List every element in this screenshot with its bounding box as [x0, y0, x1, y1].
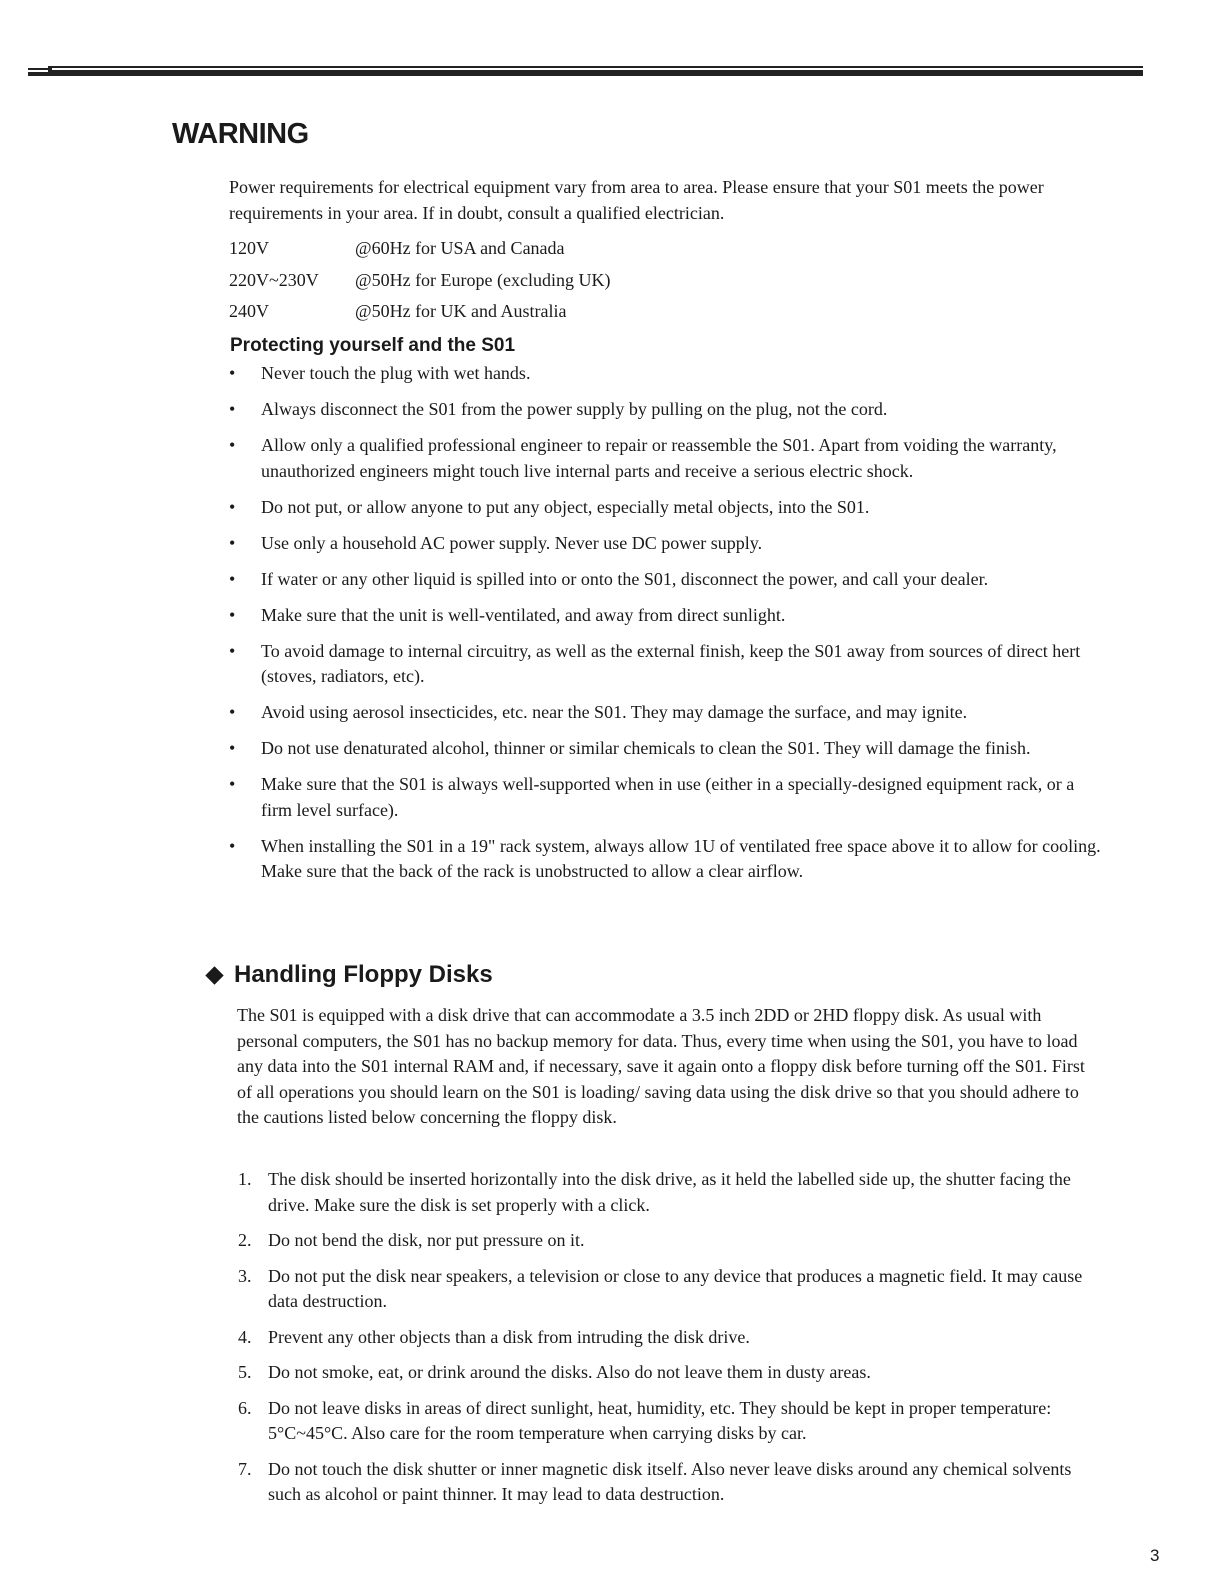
bullet-icon: •: [229, 640, 236, 661]
list-item-text: Do not touch the disk shutter or inner magnetic disk itself. Also never leave disks around any chemical solvents such as alcohol or paint thinner. It may lead to data destruction.: [268, 1458, 1072, 1504]
list-number: 4.: [238, 1326, 252, 1347]
list-item-text: Do not put, or allow anyone to put any object, especially metal objects, into the S01.: [261, 496, 870, 517]
bullet-icon: •: [229, 774, 236, 794]
list-number: 3.: [238, 1265, 252, 1286]
warning-intro: Power requirements for electrical equipment vary from area to area. Please ensure that your S01 meets the power requirements in your area. If in doubt, consult a qualified electrician.: [229, 177, 1044, 223]
bullet-icon: •: [229, 835, 236, 856]
list-item: [229, 834, 1101, 885]
list-item: [238, 1228, 1104, 1254]
list-item-text: Never touch the plug with wet hands.: [261, 363, 531, 383]
list-item: [229, 700, 1101, 726]
list-item: [229, 567, 1101, 593]
warning-title: WARNING: [172, 118, 309, 150]
list-item: [229, 603, 1101, 629]
floppy-intro: The S01 is equipped with a disk drive that can accommodate a 3.5 inch 2DD or 2HD floppy disk. As usual with personal computers, the S01 has no backup memory for data. Thus, every time when using the S01, you have to load any data into the S01 internal RAM and, if necessary, save it again onto a floppy disk before turning off the S01. First of all operations you should learn on the S01 is loading/ saving data using the disk drive so that you should adhere to the cautions listed below concerning the floppy disk.: [237, 1005, 1085, 1127]
list-item-text: Do not use denaturated alcohol, thinner or similar chemicals to clean the S01. They will damage the finish.: [261, 738, 1031, 758]
bullet-icon: •: [229, 363, 236, 383]
bullet-icon: •: [229, 532, 236, 553]
list-item-text: When installing the S01 in a 19" rack system, always allow 1U of ventilated free space above it to allow for cooling. Make sure that the back of the rack is unobstructed to allow a clear airflow.: [261, 835, 1101, 881]
list-item: [229, 531, 1101, 557]
power-spec: @60Hz for USA and Canada: [355, 238, 565, 258]
list-item-text: Use only a household AC power supply. Never use DC power supply.: [261, 532, 763, 553]
bullet-icon: •: [229, 496, 236, 517]
power-voltage: 120V: [229, 238, 269, 258]
bullet-icon: •: [229, 738, 236, 758]
floppy-list: [238, 1167, 1104, 1518]
bullet-icon: •: [229, 399, 236, 419]
diamond-icon: [205, 966, 223, 984]
power-row: [229, 268, 611, 300]
list-item: [238, 1264, 1104, 1315]
power-row: [229, 299, 611, 331]
list-item-text: Make sure that the unit is well-ventilated, and away from direct sunlight.: [261, 604, 786, 625]
list-number: 6.: [238, 1397, 252, 1418]
list-item: [229, 361, 1101, 387]
page-number: 3: [1150, 1546, 1160, 1565]
list-item: [229, 495, 1101, 521]
list-item-text: If water or any other liquid is spilled into or onto the S01, disconnect the power, and call your dealer.: [261, 568, 989, 589]
list-item: [238, 1396, 1104, 1447]
list-item-text: To avoid damage to internal circuitry, as well as the external finish, keep the S01 away from sources of direct hert (stoves, radiators, etc).: [261, 640, 1081, 686]
list-item: [238, 1360, 1104, 1386]
list-item-text: Avoid using aerosol insecticides, etc. near the S01. They may damage the surface, and may ignite.: [261, 702, 968, 722]
floppy-heading-text: Handling Floppy Disks: [234, 961, 493, 988]
bullet-icon: •: [229, 568, 236, 589]
list-item-text: Prevent any other objects than a disk from intruding the disk drive.: [268, 1326, 750, 1347]
list-item-text: Do not leave disks in areas of direct sunlight, heat, humidity, etc. They should be kept in proper temperature: 5°C~45°C. Also care for the room temperature when carrying disks by car.: [268, 1397, 1052, 1443]
power-requirements-table: [229, 236, 611, 331]
bullet-icon: •: [229, 604, 236, 625]
bullet-icon: •: [229, 435, 236, 455]
list-item: [238, 1325, 1104, 1351]
list-item-text: Do not smoke, eat, or drink around the disks. Also do not leave them in dusty areas.: [268, 1362, 871, 1382]
list-item: [238, 1167, 1104, 1218]
floppy-heading: [204, 961, 493, 989]
list-item-text: Make sure that the S01 is always well-supported when in use (either in a specially-designed equipment rack, or a firm level surface).: [261, 774, 1075, 820]
list-number: 1.: [238, 1169, 252, 1189]
power-voltage: 220V~230V: [229, 269, 319, 290]
protecting-heading: Protecting yourself and the S01: [230, 335, 516, 356]
list-number: 7.: [238, 1458, 252, 1479]
power-spec: @50Hz for Europe (excluding UK): [355, 269, 611, 290]
list-item-text: The disk should be inserted horizontally into the disk drive, as it held the labelled side up, the shutter facing the drive. Make sure the disk is set properly with a click.: [268, 1169, 1071, 1215]
power-row: [229, 236, 611, 268]
list-number: 2.: [238, 1230, 252, 1250]
list-item: [229, 433, 1101, 484]
list-item: [238, 1457, 1104, 1508]
power-voltage: 240V: [229, 301, 269, 321]
list-item: [229, 639, 1101, 690]
header-rule: [48, 66, 1143, 76]
protecting-list: [229, 361, 1101, 895]
list-item: [229, 397, 1101, 423]
list-item-text: Always disconnect the S01 from the power supply by pulling on the plug, not the cord.: [261, 399, 888, 419]
bullet-icon: •: [229, 702, 236, 722]
list-item: [229, 736, 1101, 762]
list-number: 5.: [238, 1362, 252, 1382]
power-spec: @50Hz for UK and Australia: [355, 301, 567, 321]
list-item-text: Allow only a qualified professional engineer to repair or reassemble the S01. Apart from voiding the warranty, unauthorized engineers might touch live internal parts and receive a serious electric shock.: [261, 435, 1057, 481]
list-item: [229, 772, 1101, 823]
list-item-text: Do not bend the disk, nor put pressure on it.: [268, 1230, 585, 1250]
list-item-text: Do not put the disk near speakers, a television or close to any device that produces a magnetic field. It may cause data destruction.: [268, 1265, 1083, 1311]
